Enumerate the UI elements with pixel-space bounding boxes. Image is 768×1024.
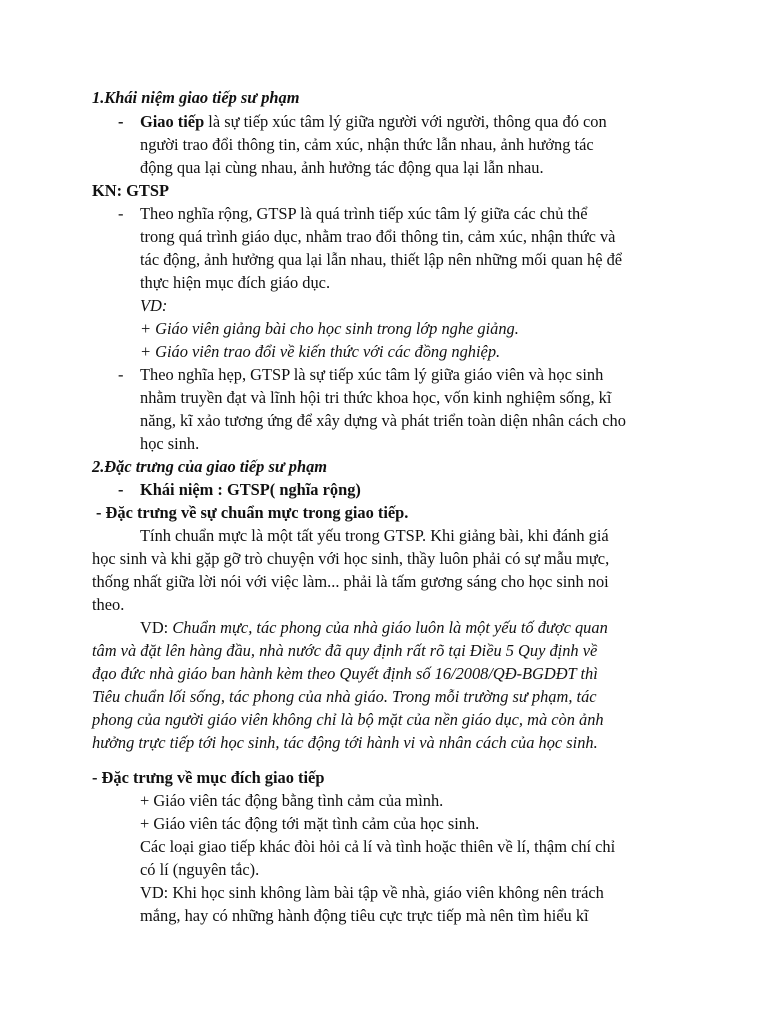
paragraph-line: có lí (nguyên tắc).: [140, 860, 260, 879]
example-text: Chuẩn mực, tác phong của nhà giáo luôn là một yếu tố được quan: [172, 618, 608, 637]
broad-definition-line: Theo nghĩa rộng, GTSP là quá trình tiếp xúc tâm lý giữa các chủ thể: [140, 204, 588, 223]
example-label: VD:: [140, 296, 168, 315]
narrow-definition-line: học sinh.: [140, 434, 200, 453]
paragraph-line: Tính chuẩn mực là một tất yếu trong GTSP. Khi giảng bài, khi đánh giá: [140, 526, 609, 545]
paragraph-line: VD: Khi học sinh không làm bài tập về nhà, giáo viên không nên trách: [140, 883, 604, 902]
narrow-definition-line: nhằm truyền đạt và lĩnh hội tri thức khoa học, vốn kinh nghiệm sống, kĩ: [140, 388, 612, 407]
definition-line: động qua lại cùng nhau, ảnh hưởng tác động qua lại lẫn nhau.: [140, 158, 544, 177]
example-line: [140, 617, 608, 640]
bullet-dash: -: [118, 112, 124, 131]
bullet-dash: -: [118, 204, 124, 223]
list-item: + Giáo viên tác động tới mặt tình cảm của học sinh.: [140, 814, 480, 833]
example-line: tâm và đặt lên hàng đầu, nhà nước đã quy định rất rõ tại Điều 5 Quy định về: [92, 641, 598, 660]
paragraph-line: thống nhất giữa lời nói với việc làm... phải là tấm gương sáng cho học sinh noi: [92, 572, 609, 591]
concept-label: Khái niệm : GTSP( nghĩa rộng): [140, 480, 361, 499]
broad-definition-line: thực hiện mục đích giáo dục.: [140, 273, 331, 292]
paragraph-line: Các loại giao tiếp khác đòi hỏi cả lí và tình hoặc thiên về lí, thậm chí chỉ: [140, 837, 616, 856]
broad-definition-line: trong quá trình giáo dục, nhằm trao đổi thông tin, cảm xúc, nhận thức và: [140, 227, 616, 246]
example-item: + Giáo viên giảng bài cho học sinh trong lớp nghe giảng.: [140, 319, 519, 338]
definition-line: [140, 111, 607, 134]
example-line: hưởng trực tiếp tới học sinh, tác động tới hành vi và nhân cách của học sinh.: [92, 733, 598, 752]
example-item: + Giáo viên trao đổi về kiến thức với các đồng nghiệp.: [140, 342, 501, 361]
example-line: phong của người giáo viên không chỉ là bộ mặt của nền giáo dục, mà còn ảnh: [92, 710, 604, 729]
list-item: + Giáo viên tác động bằng tình cảm của mình.: [140, 791, 444, 810]
bullet-dash: -: [118, 480, 124, 499]
narrow-definition-line: năng, kĩ xảo tương ứng để xây dựng và phát triển toàn diện nhân cách cho: [140, 411, 626, 430]
definition-term: Giao tiếp: [140, 112, 205, 131]
example-line: đạo đức nhà giáo ban hành kèm theo Quyết định số 16/2008/QĐ-BGDĐT thì: [92, 664, 598, 683]
kn-label: KN: GTSP: [92, 181, 169, 200]
section2-heading: 2.Đặc trưng của giao tiếp sư phạm: [92, 457, 328, 476]
bullet-dash: -: [118, 365, 124, 384]
trait-heading: - Đặc trưng về mục đích giao tiếp: [92, 768, 325, 787]
definition-text: là sự tiếp xúc tâm lý giữa người với người, thông qua đó con: [204, 112, 607, 131]
trait-heading: - Đặc trưng về sự chuẩn mực trong giao tiếp.: [96, 503, 409, 522]
example-line: Tiêu chuẩn lối sống, tác phong của nhà giáo. Trong mỗi trường sư phạm, tác: [92, 687, 597, 706]
paragraph-line: mắng, hay có những hành động tiêu cực trực tiếp mà nên tìm hiểu kĩ: [140, 906, 589, 925]
broad-definition-line: tác động, ảnh hưởng qua lại lẫn nhau, thiết lập nên những mối quan hệ để: [140, 250, 623, 269]
section1-heading: 1.Khái niệm giao tiếp sư phạm: [92, 88, 300, 107]
paragraph-line: học sinh và khi gặp gỡ trò chuyện với học sinh, thầy luôn phải có sự mẫu mực,: [92, 549, 610, 568]
paragraph-line: theo.: [92, 595, 125, 614]
example-prefix: VD:: [140, 618, 173, 637]
narrow-definition-line: Theo nghĩa hẹp, GTSP là sự tiếp xúc tâm lý giữa giáo viên và học sinh: [140, 365, 604, 384]
definition-line: người trao đổi thông tin, cảm xúc, nhận thức lẫn nhau, ảnh hưởng tác: [140, 135, 594, 154]
